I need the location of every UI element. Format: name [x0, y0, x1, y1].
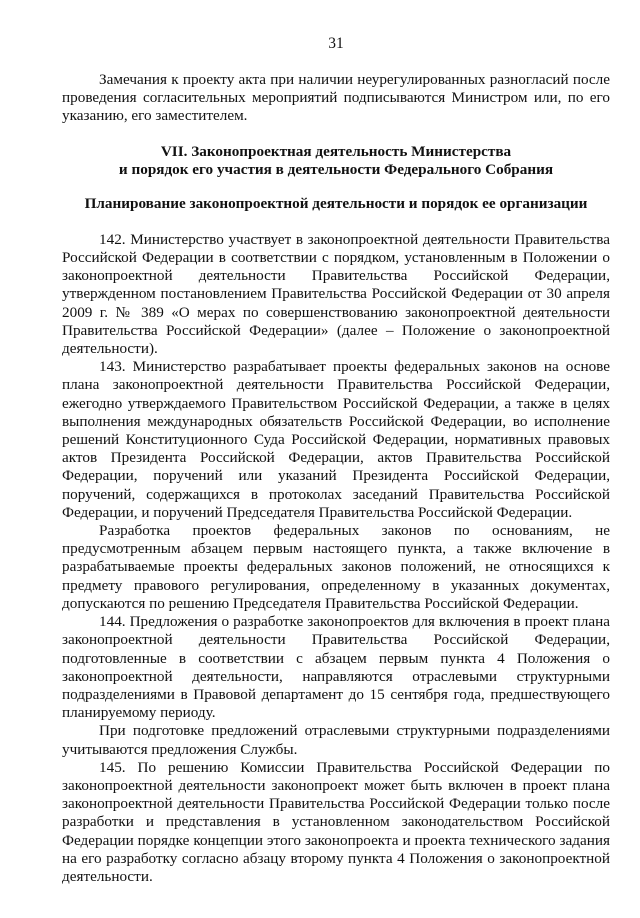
paragraph-144: 144. Предложения о разработке законопроектов для включения в проект плана законопроектной деятельности Правительства Российской Федерации, подготовленные в соответствии с абзацем первым пункта 4 Положения о законопроектной деятельности, направляются отраслевыми структурными подразделениями в Правовой департамент до 15 сентября года, предшествующего планируемому периоду. — [62, 613, 610, 722]
page-number: 31 — [328, 35, 344, 52]
paragraph-144-continuation: При подготовке предложений отраслевыми структурными подразделениями учитываются предложения Службы. — [62, 722, 610, 758]
section-heading — [62, 143, 610, 180]
intro-paragraph: Замечания к проекту акта при наличии неурегулированных разногласий после проведения согласительных мероприятий подписываются Министром или, по его указанию, его заместителем. — [62, 71, 610, 125]
paragraph-145: 145. По решению Комиссии Правительства Российской Федерации по законопроектной деятельности законопроект может быть включен в проект плана законопроектной деятельности Правительства Российской Федерации только после разработки и представления в установленном законодательством Российской Федерации порядке концепции этого законопроекта и проекта технического задания на его разработку согласно абзацу второму пункта 4 Положения о законопроектной деятельности. — [62, 758, 610, 885]
paragraph-143-continuation: Разработка проектов федеральных законов по основаниям, не предусмотренным абзацем первым настоящего пункта, а также включение в разрабатываемые проекты федеральных законов положений, не относящихся к предмету правового регулирования, определенному в указанных документах, допускаются по решению Председателя Правительства Российской Федерации. — [62, 522, 610, 612]
paragraph-143: 143. Министерство разрабатывает проекты федеральных законов на основе плана законопроектной деятельности Правительства Российской Федерации, ежегодно утверждаемого Правительством Российской Федерации, а также в целях выполнения международных обязательств Российской Федерации, во исполнение решений Конституционного Суда Российской Федерации, нормативных правовых актов Президента Российской Федерации, актов Правительства Российской Федерации, поручений или указаний Президента Российской Федерации, поручений, содержащихся в протоколах заседаний Правительства Российской Федерации, и поручений Председателя Правительства Российской Федерации. — [62, 358, 610, 521]
section-heading-line-1: VII. Законопроектная деятельность Министерства — [160, 142, 512, 160]
section-heading-line-2: и порядок его участия в деятельности Федерального Собрания — [118, 161, 554, 179]
subheading: Планирование законопроектной деятельности и порядок ее организации — [84, 195, 588, 213]
paragraph-142: 142. Министерство участвует в законопроектной деятельности Правительства Российской Федерации в соответствии с порядком, установленным в Положении о законопроектной деятельности Правительства Российской Федерации, утвержденном постановлением Правительства Российской Федерации от 30 апреля 2009 г. № 389 «О мерах по совершенствованию законопроектной деятельности Правительства Российской Федерации» (далее – Положение о законопроектной деятельности). — [62, 230, 610, 358]
